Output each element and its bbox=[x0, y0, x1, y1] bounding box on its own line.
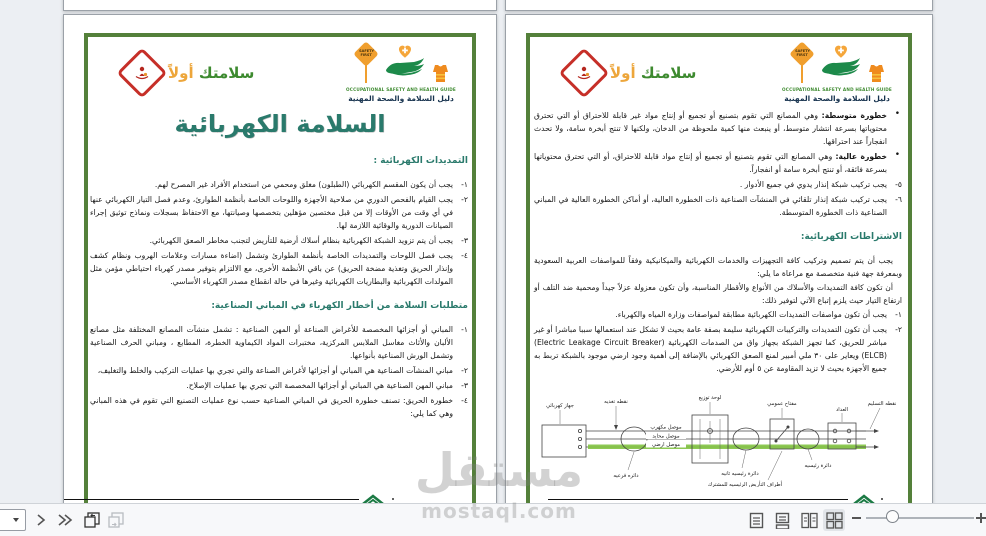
sign-text: SAFETY FIRST bbox=[794, 49, 810, 57]
guide-title-en: OCCUPATIONAL SAFETY AND HEALTH GUIDE bbox=[346, 87, 456, 92]
bullet-text: وهي المصانع التي تقوم بتصنيع أو تجميع أو إنتاج مواد قابلة للاحتراق، أو التي تحترق محتوياتها بسرعة فائقة، أو تنتج أبخرة سامة أو انفجاراً. bbox=[534, 152, 887, 174]
list-item bbox=[90, 178, 468, 191]
next-page-icon bbox=[35, 513, 47, 527]
diagram-label-second-main-circuit: دائرة رئيسيه ثانيه bbox=[721, 471, 759, 477]
copy-page-forward-button[interactable] bbox=[106, 510, 126, 530]
diagram-label-neutral-conductor: موصل محايد bbox=[652, 433, 680, 440]
intro-paragraph: أن تكون كافة التمديدات والأسلاك من الأنواع والأقطار المناسبة، وأن تكون معزولة عزلاً جيداً ومحمية ضد التلف أو ارتفاع التيار حيث يلزم إتباع الآتي لتوفير ذلك: bbox=[534, 283, 902, 305]
list-item bbox=[90, 193, 468, 232]
item-text: يجب أن تكون مواصفات التمديدات الكهربائية مطابقة لمواصفات وزارة المياه والكهرباء. bbox=[615, 310, 887, 319]
watermark-arabic-text: مستقل bbox=[414, 443, 584, 497]
diagram-label-feed-point: نقطه تغذيه bbox=[604, 399, 628, 405]
zoom-slider-track[interactable] bbox=[866, 517, 974, 519]
diagram-label-earth-conductor: موصل ارضي bbox=[651, 442, 681, 448]
footer-rule bbox=[64, 499, 359, 500]
item-number: ٤- bbox=[461, 396, 468, 405]
item-text: يجب القيام بالفحص الدوري من صلاحية الأجهزة واللوحات الخاصة بأنظمة الطوارئ، وعدم فصل التيار الكهربائي عنها في أي وقت من الأوقات إلا من قبل مختصين مؤهلين بتخصصها وصيانتها، مع الاحتفاظ بسجلات ونماذج توثيق إجراء الصيانات الدورية والوقائية اللازمة لها. bbox=[90, 195, 453, 230]
footer-rule bbox=[548, 499, 848, 500]
green-hand-icon bbox=[820, 57, 862, 79]
safety-vest-icon bbox=[868, 64, 885, 83]
diagram-label-distribution-board: لوحة توزيع bbox=[698, 395, 722, 401]
list-item bbox=[90, 379, 468, 392]
bullet-lead: خطورة متوسطة: bbox=[821, 111, 887, 120]
copy-page-forward-icon bbox=[107, 511, 125, 529]
list-item bbox=[534, 178, 902, 191]
list-item bbox=[90, 249, 468, 288]
continuous-view-icon bbox=[775, 512, 790, 529]
item-text: يجب أن تكون التمديدات والتركيبات الكهربائية سليمة بصفة عامة بحيث لا تشكل عند استعمالها سببا مباشرا أو غير مباشر للحريق، كما تجهز الشبكة بجهاز واق من الصدمات الكهربائية (Electric Leakage Circuit Breaker) (ELCB) ويعاير على ٣٠ ملي أمبير لمنع الصعق الكهربائي بالإضافة إلى أهمية وجود ارضي موجود بالشبكة تربط به جميع الأجهزة بحيث لا تزيد المقاومة عن ٥ أوم للأرضي. bbox=[534, 325, 888, 373]
guide-title-ar: دليل السلامة والصحة المهنية bbox=[784, 94, 890, 103]
slogan-word-yellow: أولاً bbox=[610, 64, 636, 82]
salamatak-awalan-logo bbox=[566, 55, 696, 91]
osh-guide-logo bbox=[778, 43, 896, 103]
guide-title-en: OCCUPATIONAL SAFETY AND HEALTH GUIDE bbox=[782, 87, 892, 92]
diagram-label-live-conductor: موصل مكهرب bbox=[650, 424, 682, 431]
osh-guide-icons bbox=[778, 43, 896, 85]
facing-pages-view-button[interactable] bbox=[798, 509, 820, 531]
previous-page-left[interactable] bbox=[63, 0, 497, 11]
bullet-marker: • bbox=[894, 150, 900, 160]
page-selector-dropdown[interactable] bbox=[0, 509, 26, 531]
bullet-item bbox=[534, 109, 902, 148]
section-heading-industrial: متطلبات السلامة من أخطار الكهرباء في المباني الصناعية: bbox=[211, 301, 468, 311]
brand-slogan bbox=[610, 64, 696, 82]
item-number: ١- bbox=[895, 310, 902, 319]
item-text: يجب أن يتم تزويد الشبكة الكهربائية بنظام أسلاك أرضية للتأريض لتجنب مخاطر الصعق الكهربائي. bbox=[149, 236, 453, 245]
slogan-word-green: سلامتك bbox=[640, 64, 697, 82]
green-hand-icon bbox=[384, 57, 426, 79]
diagram-label-delivery-point: نقطه التسليم bbox=[867, 401, 897, 407]
safety-first-sign-icon bbox=[790, 43, 814, 85]
list-item bbox=[534, 323, 902, 375]
list-item bbox=[534, 193, 902, 219]
heart-and-hand-icons bbox=[818, 43, 864, 85]
osh-guide-icons bbox=[342, 43, 460, 85]
diagram-label-meter: العداد bbox=[836, 407, 848, 413]
bullet-marker: • bbox=[894, 109, 900, 119]
guide-title-ar: دليل السلامة والصحة المهنية bbox=[348, 94, 454, 103]
section-heading-requirements: الاشتراطات الكهربائية: bbox=[800, 232, 902, 242]
bullet-text: وهي المصانع التي تقوم بتصنيع أو تجميع أو إنتاج مواد غير قابلة للاحتراق أو التي تحترق محتوياتها بسرعة انتشار متوسط، أو ينبعث منها كمية ملحوظة من الدخان، ولكنها لا تنتج أبخرة سامة، ولا تحدث انفجاراً عند احتراقها. bbox=[534, 111, 887, 146]
zoom-out-button[interactable] bbox=[852, 517, 861, 519]
slogan-word-green: سلامتك bbox=[198, 64, 255, 82]
last-page-button[interactable] bbox=[55, 510, 75, 530]
continuous-view-button[interactable] bbox=[771, 509, 793, 531]
person-in-diamond-icon bbox=[559, 48, 610, 99]
chevron-down-icon bbox=[13, 518, 19, 522]
footer-dot bbox=[881, 498, 883, 500]
item-number: ٤- bbox=[461, 251, 468, 260]
next-page-button[interactable] bbox=[31, 510, 51, 530]
earth-wire-highlight bbox=[588, 445, 866, 450]
item-text: خطورة الحريق: تصنف خطورة الحريق في المباني الصناعية حسب نوع عمليات التصنيع التي تقوم في هذه المباني وهي كما يلي: bbox=[90, 396, 453, 418]
item-text: يجب تركيب شبكة إنذار يدوي في جميع الأدوار . bbox=[739, 180, 887, 189]
sign-text: SAFETY FIRST bbox=[358, 49, 374, 57]
list-item bbox=[90, 394, 468, 420]
safety-vest-icon bbox=[432, 64, 449, 83]
item-text: مباني المهن الصناعية هي المباني أو أجزائها المخصصة التي تجري بها عمليات الإصلاح. bbox=[186, 381, 453, 390]
intro-paragraph: يجب أن يتم تصميم وتركيب كافة التجهيزات والخدمات الكهربائية والميكانيكية وفقاً للمواصفات العربية السعودية وبمعرفة جهة فنية متخصصة مع مراعاة ما يلي: bbox=[534, 256, 902, 278]
previous-page-right[interactable] bbox=[505, 0, 933, 11]
zoom-slider-thumb[interactable] bbox=[886, 510, 899, 523]
single-page-view-button[interactable] bbox=[745, 509, 767, 531]
page-header bbox=[546, 43, 896, 113]
footer-dot bbox=[392, 498, 394, 500]
item-number: ٢- bbox=[895, 325, 902, 334]
item-number: ٣- bbox=[461, 236, 468, 245]
list-item bbox=[90, 323, 468, 362]
item-text: يجب تركيب شبكة إنذار تلقائي في المنشآت الصناعية ذات الخطورة العالية، أو أماكن الخطورة العالية في المباني الصناعية ذات الخطورة المتوسطة. bbox=[534, 195, 887, 217]
item-text: يجب أن يكون المقسم الكهربائي (الطبلون) مغلق ومحمي من استخدام الأفراد غير المصرح لهم. bbox=[154, 180, 453, 189]
bullet-lead: خطورة عالية: bbox=[835, 152, 887, 161]
diagram-label-device: جهاز كهربائي bbox=[546, 403, 574, 409]
page2-body-text bbox=[534, 109, 902, 377]
item-number: ٢- bbox=[461, 195, 468, 204]
person-in-diamond-icon bbox=[117, 48, 168, 99]
item-number: ١- bbox=[461, 180, 468, 189]
diagram-label-branch-circuit: دائره فرعيه bbox=[613, 473, 639, 479]
list-item bbox=[90, 364, 468, 377]
electrical-circuit-diagram bbox=[530, 391, 908, 487]
list-item bbox=[534, 308, 902, 321]
diagram-label-main-switch: مفتاح عمومي bbox=[767, 401, 797, 407]
diagram-label-main-circuit: دائرة رئيسيه bbox=[804, 463, 832, 469]
section-heading-wiring: التمديدات الكهربائية : bbox=[373, 156, 468, 166]
facing-pages-view-icon bbox=[801, 512, 818, 529]
list-item bbox=[90, 234, 468, 247]
item-text: المباني أو أجزائها المخصصة للأغراض الصناعة أو المهن الصناعية : تشمل منشآت المصانع المختلفة مثل مصانع الألبان والأثاث مغاسل الملابس المركزية، مختبرات المواد الكيماوية الخطرة، المطابع ، ومباني الحرف الصناعية وتشمل الورش الصناعية بأنواعها. bbox=[90, 325, 453, 360]
item-text: مباني المنشآت الصناعية هي المباني أو أجزائها لأغراض الصناعة والتي تجري بها عمليات التركيب والخلط والتغليف، bbox=[97, 366, 453, 375]
salamatak-awalan-logo bbox=[124, 55, 254, 91]
page-title: السلامة الكهربائية bbox=[174, 110, 386, 138]
page-header bbox=[104, 43, 460, 113]
watermark-domain-text: mostaql.com bbox=[421, 499, 577, 523]
item-number: ٢- bbox=[461, 366, 468, 375]
viewer-toolbar bbox=[0, 503, 986, 536]
zoom-in-button[interactable] bbox=[976, 513, 986, 523]
diagram-label-earthing-terminals: أطراف التأريض الرئيسيه للمشترك bbox=[707, 482, 783, 487]
bullet-item bbox=[534, 150, 902, 176]
last-page-icon bbox=[57, 513, 73, 527]
page1-body-text bbox=[90, 178, 468, 422]
document-page-1[interactable] bbox=[63, 14, 497, 526]
document-page-2[interactable] bbox=[505, 14, 933, 526]
item-text: يجب فصل اللوحات والتمديدات الخاصة بأنظمة الطوارئ وتشمل (اضاءة مسارات وعلامات الهروب ونظام كشف وإنذار الحريق وتغذية مضخة الحريق) عن باقي الأنظمة الأخرى، مع الالتزام بتوفير مصدر كهرباء احتياطي مؤمن مثل المولدات الكهربائية والبطاريات الكهربائية وغيرها في حالة انقطاع مصدر الكهرباء الأساسي. bbox=[90, 251, 453, 286]
item-number: ١- bbox=[461, 325, 468, 334]
heart-and-hand-icons bbox=[382, 43, 428, 85]
osh-guide-logo bbox=[342, 43, 460, 103]
copy-page-back-icon bbox=[83, 511, 101, 529]
brand-slogan bbox=[168, 64, 254, 82]
copy-page-back-button[interactable] bbox=[82, 510, 102, 530]
item-number: ٦- bbox=[895, 195, 902, 204]
slogan-word-yellow: أولاً bbox=[168, 64, 194, 82]
multi-page-view-button[interactable] bbox=[823, 509, 845, 531]
multi-page-view-icon bbox=[826, 512, 843, 529]
safety-first-sign-icon bbox=[354, 43, 378, 85]
single-page-view-icon bbox=[749, 512, 764, 529]
item-number: ٣- bbox=[461, 381, 468, 390]
item-number: ٥- bbox=[895, 180, 902, 189]
